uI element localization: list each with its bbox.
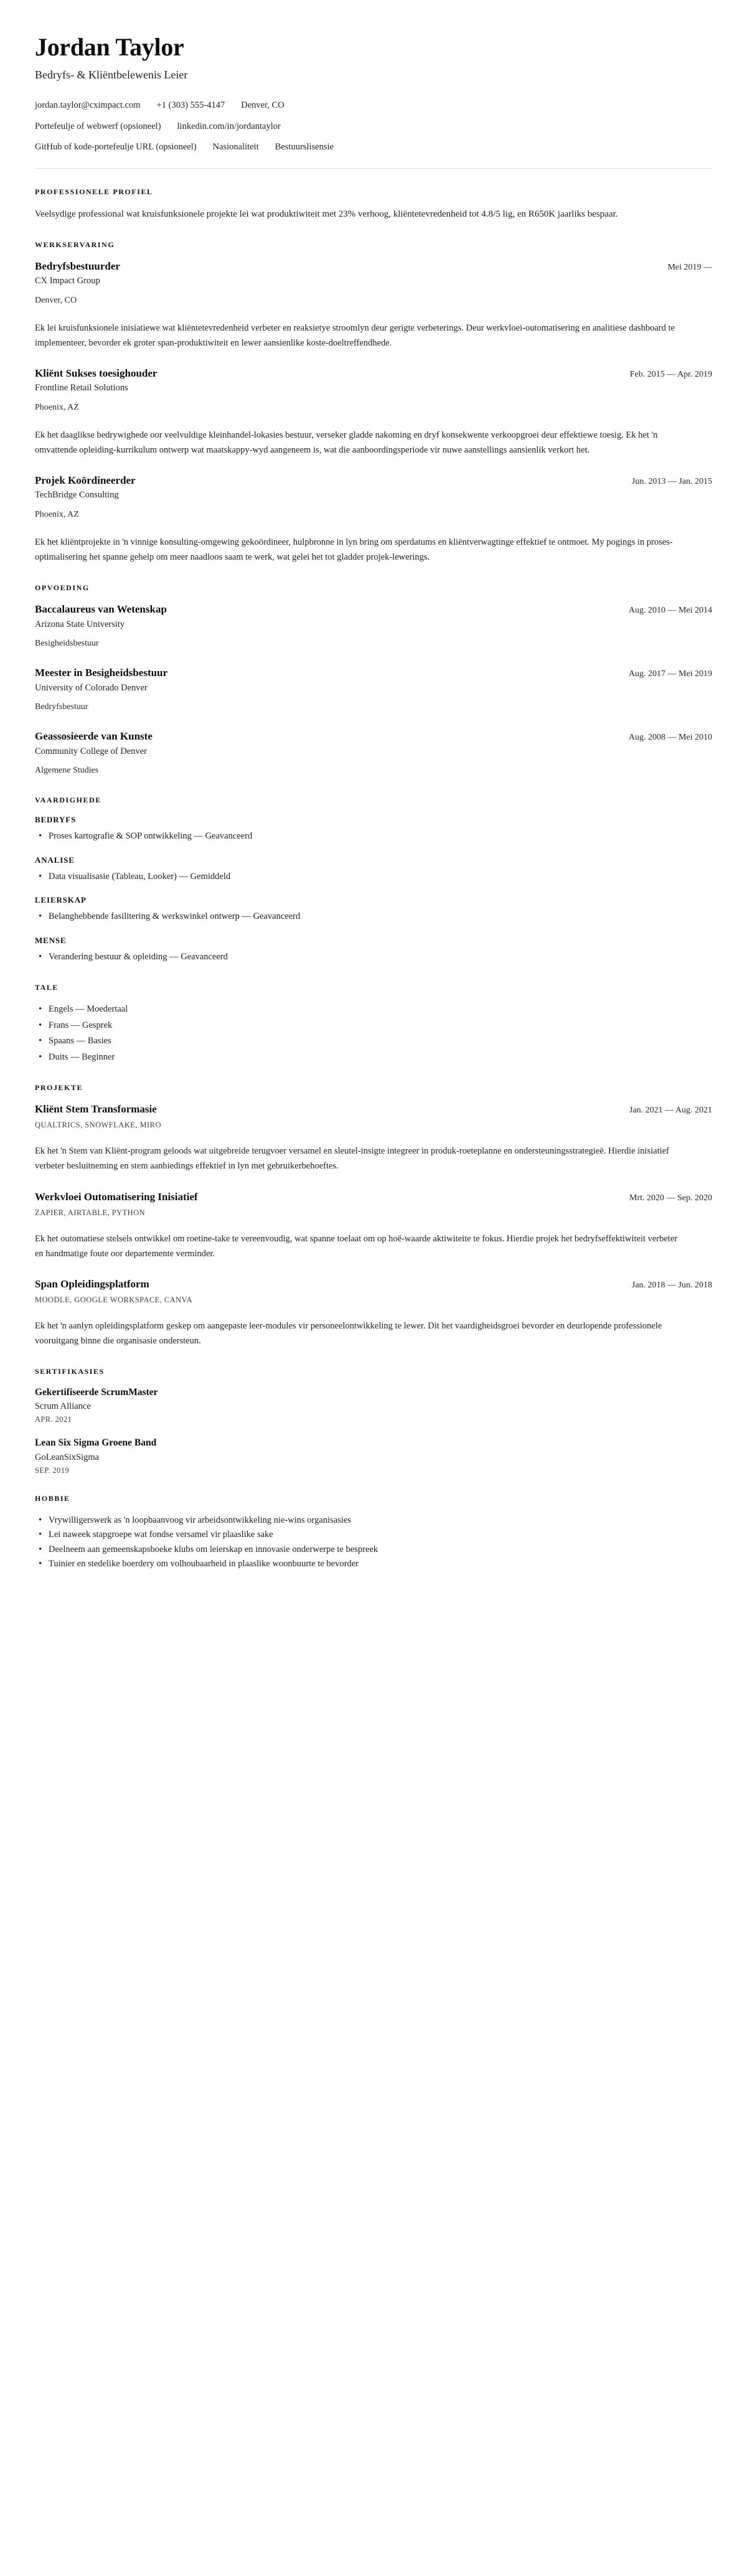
resume-header	[35, 34, 712, 154]
language-item: • Engels — Moedertaal	[35, 1002, 712, 1017]
skills-list	[35, 815, 712, 964]
degree-dates: Aug. 2010 — Mei 2014	[628, 606, 712, 616]
school-name: University of Colorado Denver	[35, 682, 148, 693]
skill-group	[35, 895, 712, 924]
project-entry	[35, 1102, 712, 1173]
skill-group	[35, 855, 712, 884]
language-item: • Duits — Beginner	[35, 1050, 712, 1065]
contact-item[interactable]: +1 (303) 555-4147	[156, 100, 225, 111]
section-certifications	[35, 1367, 712, 1475]
field-of-study: Algemene Studies	[35, 766, 99, 776]
hobbies-list	[35, 1513, 712, 1572]
degree-title: Baccalaureus van Wetenskap	[35, 603, 167, 616]
job-title: Kliënt Sukses toesighouder	[35, 367, 157, 380]
certifications-list	[35, 1386, 712, 1475]
job-description: Ek lei kruisfunksionele inisiatiewe wat kliëntetevredenheid verbeter en reaksietye stroomlyn deur gerigte verbeterings. Deur werkvloei-outomatisering en analitiese dashboard te implementeer, bevorder ek groter span-produktiwiteit en lewer aansienlike koste-doeltreffendhede.	[35, 322, 675, 348]
project-tech-stack: QUALTRICS, SNOWFLAKE, MIRO	[35, 1121, 161, 1130]
section-projects	[35, 1083, 712, 1348]
project-description: Ek het outomatiese stelsels ontwikkel om roetine-take te vereenvoudig, wat spanne toelaat om op hoë-waarde aktiwiteite te fokus. Hierdie projek het bedryfseffektiwiteit verbeter en handmatige foute oor departemente verminder.	[35, 1233, 678, 1259]
contact-item[interactable]: Portefeulje of webwerf (opsioneel)	[35, 121, 161, 131]
language-item: • Spaans — Basies	[35, 1034, 712, 1048]
entry-header	[35, 666, 712, 679]
contact-row	[35, 120, 712, 133]
section-title-skills: VAARDIGHEDE	[35, 796, 101, 805]
hobby-item: • Deelneem aan gemeenskapsboeke klubs om leierskap en innovasie onderwerpe te bespreek	[35, 1543, 712, 1557]
entry-header	[35, 1277, 712, 1290]
skill-item: • Data visualisasie (Tableau, Looker) — Gemiddeld	[35, 870, 712, 884]
hobby-item: • Tuinier en stedelike boerdery om volhoubaarheid in plaaslike woonbuurte te bevorder	[35, 1557, 712, 1571]
project-name: Kliënt Stem Transformasie	[35, 1103, 157, 1116]
entry-header	[35, 367, 712, 380]
school-name: Community College of Denver	[35, 746, 148, 756]
skill-group	[35, 815, 712, 844]
job-location: Phoenix, AZ	[35, 510, 79, 520]
contact-item[interactable]: linkedin.com/in/jordantaylor	[177, 121, 281, 131]
project-name: Werkvloei Outomatisering Inisiatief	[35, 1190, 198, 1203]
skill-category: LEIERSKAP	[35, 895, 87, 905]
section-summary	[35, 187, 712, 222]
certification-entry	[35, 1386, 712, 1424]
skill-items	[35, 829, 712, 844]
job-company: CX Impact Group	[35, 276, 100, 286]
job-dates: Feb. 2015 — Apr. 2019	[629, 370, 712, 380]
job-description: Ek het daaglikse bedrywighede oor veelvuldige kleinhandel-lokasies bestuur, verseker gladde nakoming en dryf konsekwente verkoopgroei deur effektiewe toesig. Ek het 'n omvattende opleiding-kurrikulum ontwerp wat maatskappy-wyd aangeneem is, wat die aanboordingsperiode vir nuwe aanstellings aansienlik verkort het.	[35, 430, 658, 456]
certification-name: Lean Six Sigma Groene Band	[35, 1437, 157, 1449]
skill-items	[35, 870, 712, 884]
project-tech-stack: MOODLE, GOOGLE WORKSPACE, CANVA	[35, 1295, 192, 1305]
entry-header	[35, 603, 712, 616]
section-title-projects: PROJEKTE	[35, 1083, 83, 1093]
skill-item: • Verandering bestuur & opleiding — Geavanceerd	[35, 950, 712, 964]
candidate-name: Jordan Taylor	[35, 33, 184, 61]
project-dates: Mrt. 2020 — Sep. 2020	[629, 1193, 712, 1203]
job-title: Projek Koördineerder	[35, 474, 136, 487]
section-hobbies	[35, 1494, 712, 1572]
contact-row	[35, 140, 712, 154]
project-dates: Jan. 2018 — Jun. 2018	[631, 1280, 712, 1290]
certification-issuer: Scrum Alliance	[35, 1401, 91, 1412]
certification-date: APR. 2021	[35, 1415, 72, 1424]
contact-item[interactable]: Nasionaliteit	[212, 142, 259, 153]
languages-list	[35, 1002, 712, 1065]
contact-block	[35, 98, 712, 154]
job-location: Phoenix, AZ	[35, 403, 79, 413]
hobby-item: • Vrywilligerswerk as 'n loopbaanvoog vir arbeidsontwikkeling nie-wins organisasies	[35, 1513, 712, 1528]
section-title-education: OPVOEDING	[35, 583, 90, 593]
experience-entry	[35, 260, 712, 350]
language-item: • Frans — Gesprek	[35, 1018, 712, 1033]
contact-item[interactable]: jordan.taylor@cximpact.com	[35, 100, 141, 111]
degree-title: Meester in Besigheidsbestuur	[35, 667, 168, 679]
candidate-headline: Bedryfs- & Kliëntbelewenis Leier	[35, 68, 188, 81]
degree-dates: Aug. 2008 — Mei 2010	[628, 733, 712, 743]
field-of-study: Bedryfsbestuur	[35, 702, 88, 712]
field-of-study: Besigheidsbestuur	[35, 639, 99, 649]
entry-header	[35, 1190, 712, 1203]
skill-category: MENSE	[35, 935, 67, 945]
contact-item[interactable]: Bestuurslisensie	[275, 142, 334, 153]
project-dates: Jan. 2021 — Aug. 2021	[629, 1106, 712, 1116]
project-tech-stack: ZAPIER, AIRTABLE, PYTHON	[35, 1208, 146, 1217]
skill-category: ANALISE	[35, 855, 75, 865]
skill-items	[35, 950, 712, 964]
section-title-hobbies: HOBBIE	[35, 1493, 70, 1503]
section-skills	[35, 796, 712, 964]
entry-header	[35, 260, 712, 273]
project-entry	[35, 1277, 712, 1348]
skill-item: • Belanghebbende fasilitering & werkswinkel ontwerp — Geavanceerd	[35, 910, 712, 924]
skill-category: BEDRYFS	[35, 815, 77, 825]
project-description: Ek het 'n Stem van Kliënt-program geloods wat uitgebreide terugvoer versamel en sleutel-insigte integreer in produk-roeteplanne en ondersteuningsstrategieë. Hierdie inisiatief verbeter besluitneming en stem aanbiedings effektief in lyn met gebruikerbehoeftes.	[35, 1146, 669, 1172]
section-title-experience: WERKSERVARING	[35, 240, 115, 249]
degree-dates: Aug. 2017 — Mei 2019	[628, 669, 712, 679]
section-title-languages: TALE	[35, 983, 59, 992]
project-entry	[35, 1190, 712, 1261]
entry-header	[35, 730, 712, 743]
header-divider	[35, 168, 712, 169]
degree-title: Geassosieerde van Kunste	[35, 730, 153, 743]
summary-text: Veelsydige professional wat kruisfunksionele projekte lei wat produktiwiteit met 23% verhoog, kliëntetevredenheid tot 4.8/5 lig, en R650K jaarliks bespaar.	[35, 209, 618, 219]
skill-item: • Proses kartografie & SOP ontwikkeling — Geavanceerd	[35, 829, 712, 844]
job-description: Ek het kliëntprojekte in 'n vinnige konsulting-omgewing gekoördineer, hulpbronne in lyn bring om sperdatums en kliëntverwagtinge effektief te ontmoet. My pogings in proses-optimalisering het spanne gehelp om meer naadloos saam te werk, wat gelei het tot gladder projek-lewerings.	[35, 537, 673, 563]
section-title-summary: PROFESSIONELE PROFIEL	[35, 187, 153, 196]
experience-entry	[35, 474, 712, 565]
section-languages	[35, 983, 712, 1065]
experience-entry	[35, 367, 712, 458]
job-title: Bedryfsbestuurder	[35, 260, 120, 272]
project-description: Ek het 'n aanlyn opleidingsplatform geskep om aangepaste leer-modules vir personeelontwikkeling te lewer. Dit het vaardigheidsgroei bevorder en deurlopende professionele vooruitgang binne die organisasie ondersteun.	[35, 1321, 662, 1347]
job-company: Frontline Retail Solutions	[35, 383, 128, 393]
job-dates: Mei 2019 —	[667, 262, 712, 272]
education-list	[35, 603, 712, 777]
entry-header	[35, 474, 712, 487]
section-title-certifications: SERTIFIKASIES	[35, 1367, 105, 1376]
education-entry	[35, 603, 712, 650]
projects-list	[35, 1102, 712, 1348]
job-dates: Jun. 2013 — Jan. 2015	[631, 477, 712, 487]
certification-issuer: GoLeanSixSigma	[35, 1452, 100, 1462]
contact-row	[35, 98, 712, 112]
certification-entry	[35, 1437, 712, 1475]
section-education	[35, 583, 712, 777]
education-entry	[35, 730, 712, 777]
hobby-item: • Lei naweek stapgroepe wat fondse versamel vir plaaslike sake	[35, 1528, 712, 1542]
section-experience	[35, 240, 712, 565]
contact-item[interactable]: Denver, CO	[241, 100, 284, 111]
experience-list	[35, 260, 712, 565]
contact-item[interactable]: GitHub of kode-portefeulje URL (opsioneel)	[35, 142, 197, 153]
certification-date: SEP. 2019	[35, 1465, 70, 1475]
skill-group	[35, 936, 712, 964]
certification-name: Gekertifiseerde ScrumMaster	[35, 1387, 158, 1398]
project-name: Span Opleidingsplatform	[35, 1277, 149, 1290]
entry-header	[35, 1102, 712, 1116]
education-entry	[35, 666, 712, 713]
skill-items	[35, 910, 712, 924]
job-company: TechBridge Consulting	[35, 490, 119, 501]
job-location: Denver, CO	[35, 295, 77, 305]
school-name: Arizona State University	[35, 619, 125, 629]
